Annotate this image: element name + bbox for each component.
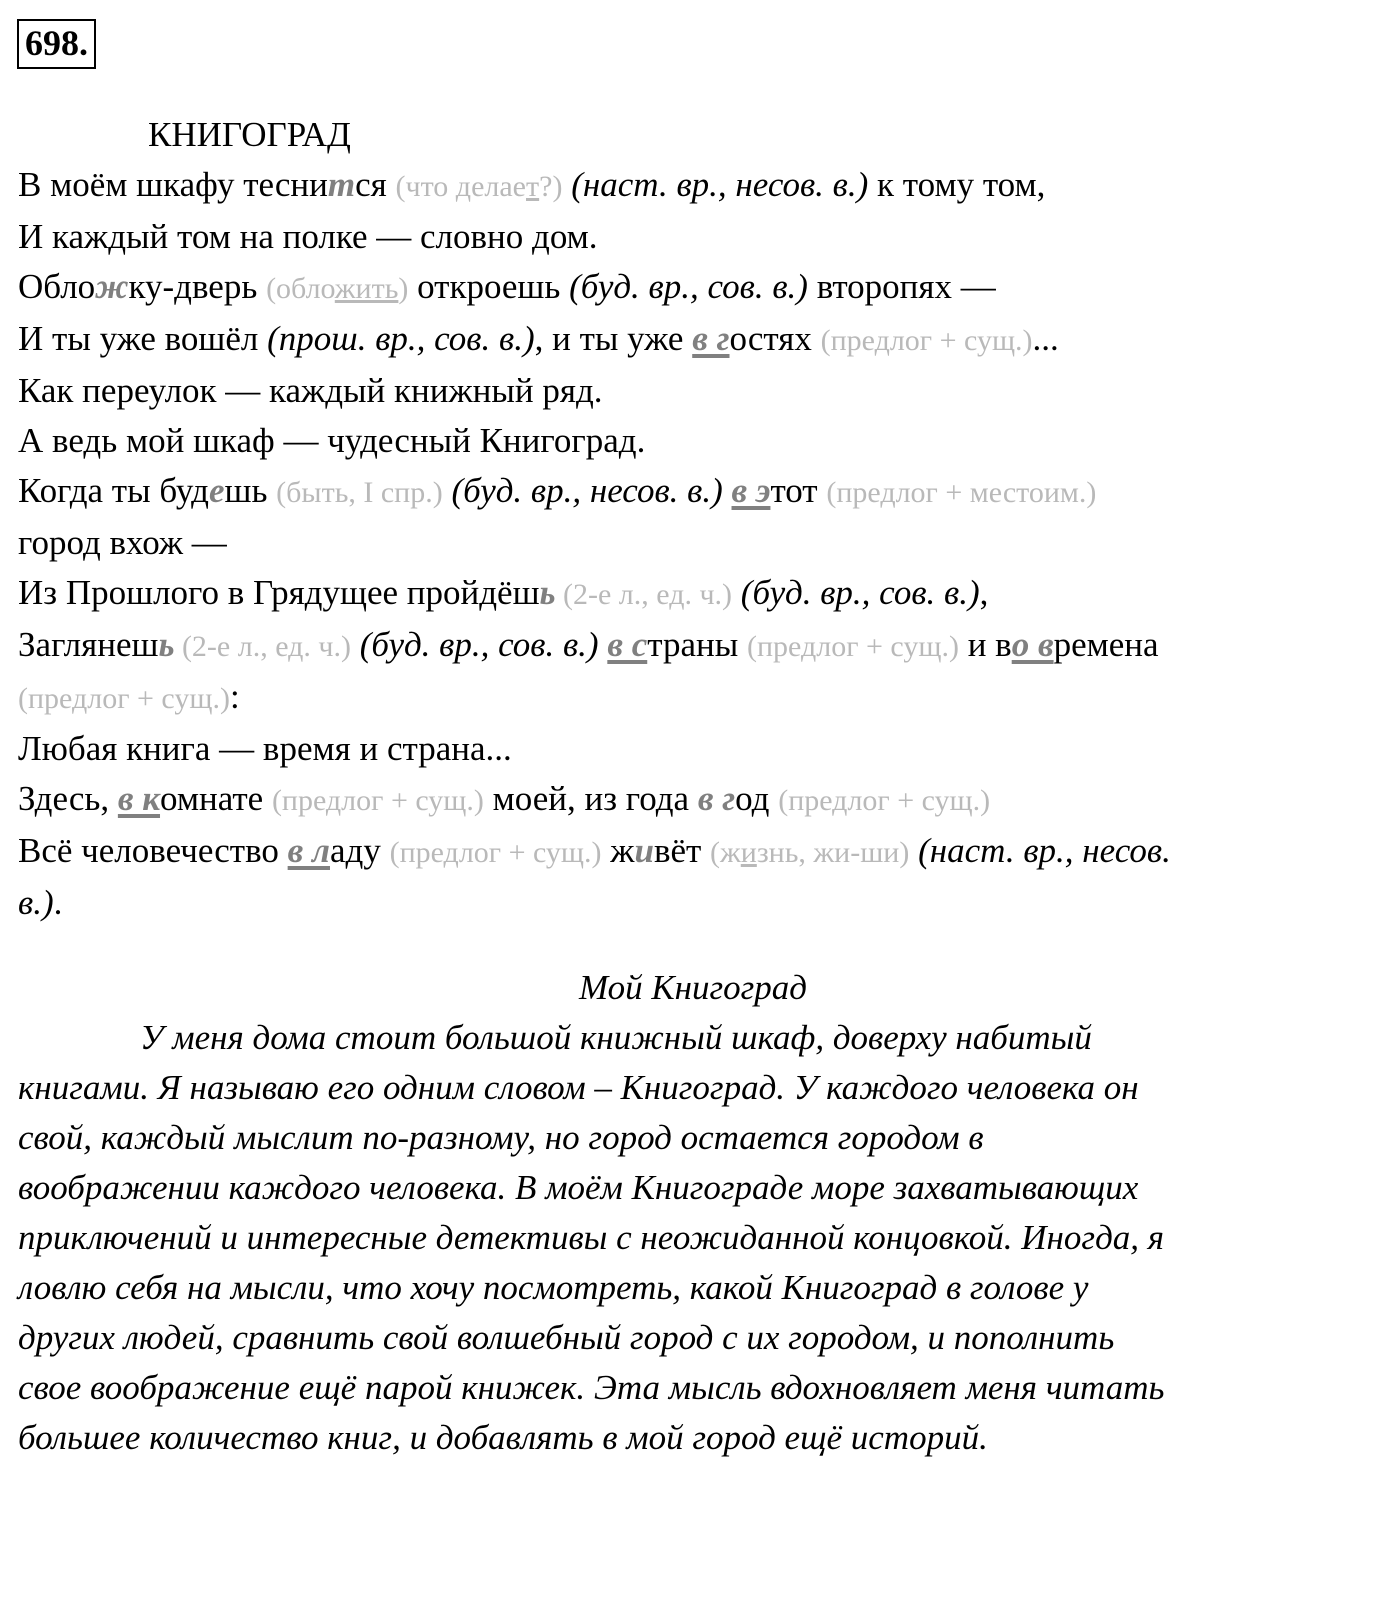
grammar-note: (прош. вр., сов. в.) — [267, 319, 535, 358]
essay-body — [18, 1013, 1348, 1463]
text: к тому том, — [868, 165, 1046, 204]
poem-line-3: Обложку-дверь (обложить) откроешь (буд. вр., сов. в.) второпях — — [18, 267, 996, 306]
highlight-letter: ь — [539, 573, 556, 612]
essay-line: книгами. Я называю его одним словом – Книгоград. У каждого человека он — [18, 1068, 1139, 1107]
grammar-note: (буд. вр., сов. в.) — [569, 267, 808, 306]
essay-title: Мой Книгоград — [578, 968, 808, 1007]
essay-line: свой, каждый мыслит по-разному, но город остается городом в — [18, 1118, 984, 1157]
poem-line-14: Всё человечество в ладу (предлог + сущ.) живёт (жизнь, жи-ши) (наст. вр., несов. — [18, 831, 1171, 870]
essay-line: У меня дома стоит большой книжный шкаф, доверху набитый — [140, 1018, 1092, 1057]
highlight-preposition: в к — [117, 779, 161, 818]
poem-line-1 — [18, 160, 1388, 212]
hint: (предлог + сущ.) — [389, 836, 602, 869]
poem-line-5: Как переулок — каждый книжный ряд. — [18, 371, 603, 410]
hint: (жизнь, жи-ши) — [710, 836, 910, 869]
poem-line-15: в.). — [18, 883, 63, 922]
poem — [18, 110, 1388, 928]
poem-line-9: Из Прошлого в Грядущее пройдёшь (2-е л., ед. ч.) (буд. вр., сов. в.), — [18, 573, 989, 612]
grammar-note: (буд. вр., несов. в.) — [442, 471, 732, 510]
highlight-letter: е — [208, 471, 225, 510]
hint: (быть, I спр.) — [276, 476, 443, 509]
poem-line-4: И ты уже вошёл (прош. вр., сов. в.), и ты уже в гостях (предлог + сущ.)... — [18, 319, 1059, 358]
essay-line: приключений и интересные детективы с неожиданной концовкой. Иногда, я — [18, 1218, 1165, 1257]
highlight-preposition: о в — [1011, 625, 1054, 664]
hint: (предлог + сущ.) — [778, 784, 991, 817]
hint: (предлог + сущ.) — [271, 784, 484, 817]
essay-line: ловлю себя на мысли, что хочу посмотреть, какой Книгоград в голове у — [18, 1268, 1089, 1307]
hint: (2-е л., ед. ч.) — [555, 578, 733, 611]
hint: (предлог + сущ.) — [18, 682, 230, 715]
poem-line-13: Здесь, в комнате (предлог + сущ.) моей, из года в год (предлог + сущ.) — [18, 779, 991, 818]
highlight-preposition: в г — [697, 779, 736, 818]
highlight-letter: и — [634, 831, 654, 870]
essay-line: воображении каждого человека. В моём Книгограде море захватывающих — [18, 1168, 1139, 1207]
hint: (предлог + сущ.) — [820, 324, 1033, 357]
highlight-preposition: в г — [692, 319, 730, 358]
essay-line: большее количество книг, и добавлять в мой город ещё историй. — [18, 1418, 988, 1457]
highlight-letter: ь — [158, 625, 175, 664]
essay-line: других людей, сравнить свой волшебный город с их городом, и пополнить — [18, 1318, 1115, 1357]
hint: (предлог + местоим.) — [826, 476, 1097, 509]
hint: (что делает?) — [395, 170, 563, 203]
grammar-note: (наст. вр., несов. — [909, 831, 1171, 870]
grammar-note: в.) — [18, 883, 54, 922]
essay-line: свое воображение ещё парой книжек. Эта мысль вдохновляет меня читать — [18, 1368, 1165, 1407]
hint: (предлог + сущ.) — [747, 630, 959, 663]
poem-line-12: Любая книга — время и страна... — [18, 729, 512, 768]
poem-title: КНИГОГРАД — [148, 115, 351, 154]
grammar-note: (буд. вр., сов. в.) — [350, 625, 608, 664]
highlight-preposition: в э — [731, 471, 771, 510]
poem-line-8: город вхож — — [18, 523, 227, 562]
grammar-note: (наст. вр., несов. в.) — [562, 165, 869, 204]
text: В моём шкафу тесни — [18, 165, 328, 204]
poem-line-10: Заглянешь (2-е л., ед. ч.) (буд. вр., сов. в.) в страны (предлог + сущ.) и во времена — [18, 625, 1159, 664]
exercise-number: 698. — [17, 19, 96, 69]
hint: (2-е л., ед. ч.) — [174, 630, 351, 663]
hint: (обложить) — [266, 272, 409, 305]
highlight-letter: т — [327, 165, 356, 204]
highlight-preposition: в л — [287, 831, 330, 870]
highlight-letter: ж — [95, 267, 129, 306]
grammar-note: (буд. вр., сов. в.) — [732, 573, 980, 612]
essay — [18, 963, 1348, 1463]
text: ся — [355, 165, 396, 204]
poem-line-11: (предлог + сущ.): — [18, 677, 240, 716]
poem-line-7: Когда ты будешь (быть, I спр.) (буд. вр., несов. в.) в этот (предлог + местоим.) — [18, 471, 1097, 510]
poem-line-2: И каждый том на полке — словно дом. — [18, 217, 598, 256]
highlight-preposition: в с — [607, 625, 648, 664]
poem-line-6: А ведь мой шкаф — чудесный Книгоград. — [18, 421, 646, 460]
